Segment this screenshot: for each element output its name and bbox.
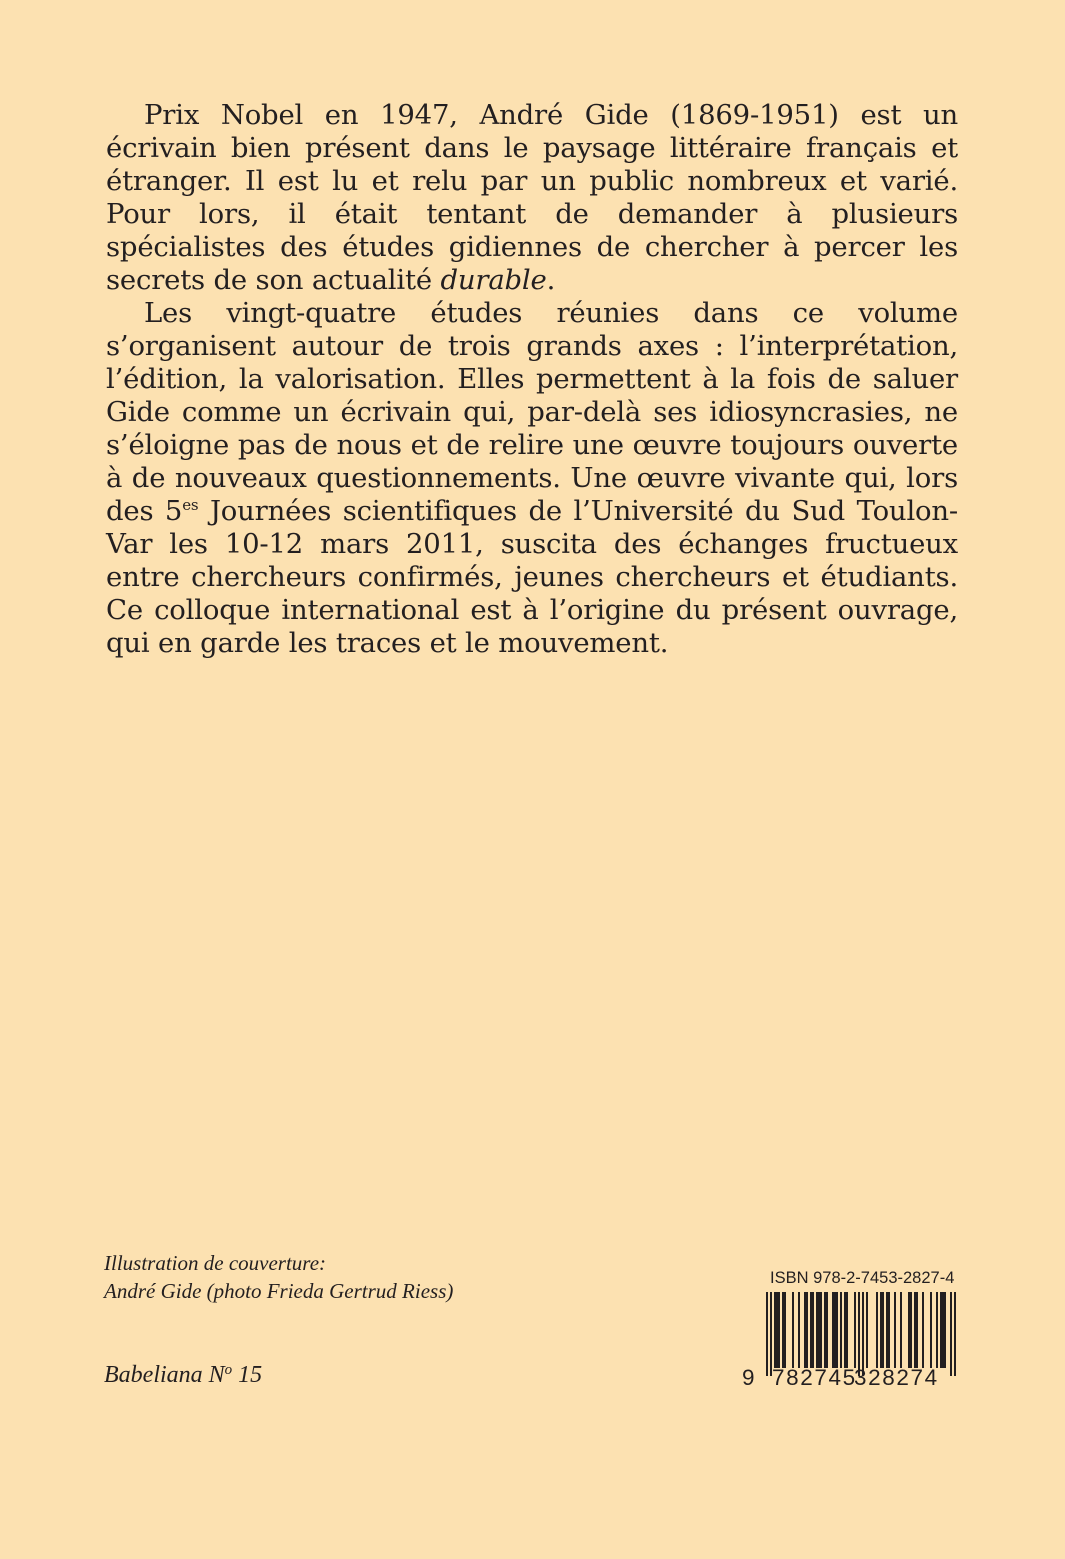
barcode-bar xyxy=(844,1292,848,1368)
credit-label: Illustration de couverture: xyxy=(104,1251,327,1275)
barcode-bar xyxy=(914,1292,918,1368)
barcode-bar xyxy=(922,1292,924,1368)
barcode-bar xyxy=(832,1292,838,1368)
blurb-p2-text-b: Journées scientifiques de l’Université du Sud Toulon-Var les 10-12 mars 2011, suscita des échanges fructueux entre chercheurs confirmés, jeunes chercheurs et étudiants. Ce colloque international est à l’origine du présent ouvrage, qui en garde les traces et le mouvement. xyxy=(106,495,958,659)
barcode-bar xyxy=(798,1292,800,1368)
barcode-bar xyxy=(824,1292,828,1368)
isbn-label: ISBN 978-2-7453-2827-4 xyxy=(770,1269,955,1287)
blurb-paragraph-1 xyxy=(106,99,958,297)
barcode-bar xyxy=(854,1292,856,1368)
series-name: Babeliana N xyxy=(104,1362,225,1388)
barcode-bar xyxy=(792,1292,794,1368)
barcode-lead-digit: 9 xyxy=(742,1365,755,1390)
barcode-guard-bar xyxy=(954,1292,956,1376)
isbn-barcode xyxy=(742,1268,958,1396)
credit-text: André Gide (photo Frieda Gertrud Riess) xyxy=(104,1279,454,1303)
barcode-bar xyxy=(782,1292,786,1368)
barcode-bar xyxy=(940,1292,946,1368)
series-number-sign: o xyxy=(224,1362,233,1378)
barcode-bar xyxy=(816,1292,822,1368)
back-cover-blurb xyxy=(106,99,958,660)
barcode-guard-bar xyxy=(766,1292,768,1376)
barcode-bar xyxy=(876,1292,878,1368)
barcode-bar xyxy=(840,1292,842,1368)
blurb-p1-emphasis: durable xyxy=(440,264,547,296)
barcode-digit-group-1: 782745 xyxy=(772,1365,857,1390)
barcode-bar xyxy=(886,1292,890,1368)
barcode-bar xyxy=(880,1292,884,1368)
barcode-bar xyxy=(810,1292,814,1368)
barcode-bar xyxy=(900,1292,902,1368)
barcode-bar xyxy=(774,1292,780,1368)
blurb-paragraph-2 xyxy=(106,297,958,660)
series-label xyxy=(104,1362,262,1389)
barcode-guard-bar xyxy=(950,1292,952,1376)
barcode-bar xyxy=(930,1292,932,1368)
barcode-bar xyxy=(894,1292,896,1368)
blurb-p1-text: Prix Nobel en 1947, André Gide (1869-1951) est un écrivain bien présent dans le paysage littéraire français et étranger. Il est lu et relu par un public nombreux et varié. Pour lors, il était tentant de demander à plusieurs spécialistes des études gidiennes de chercher à percer les secrets de son actualité xyxy=(106,99,958,296)
barcode-bar xyxy=(936,1292,938,1368)
barcode-bar xyxy=(908,1292,912,1368)
barcode-bar xyxy=(866,1292,868,1368)
barcode-digit-group-2: 328274 xyxy=(854,1365,939,1390)
cover-illustration-credit xyxy=(104,1249,453,1305)
barcode-bar xyxy=(804,1292,808,1368)
blurb-p2-text-a: Les vingt-quatre études réunies dans ce volume s’organisent autour de trois grands axes : l’interprétation, l’édition, la valorisation. Elles permettent à la fois de saluer Gide comme un écrivain qui, par-delà ses idiosyncrasies, ne s’éloigne pas de nous et de relire une œuvre toujours ouverte à de nouveaux questionnements. Une œuvre vivante qui, lors des 5 xyxy=(106,297,958,527)
series-number: 15 xyxy=(232,1362,263,1388)
blurb-p1-end: . xyxy=(546,264,556,296)
blurb-p2-superscript: es xyxy=(182,496,199,514)
